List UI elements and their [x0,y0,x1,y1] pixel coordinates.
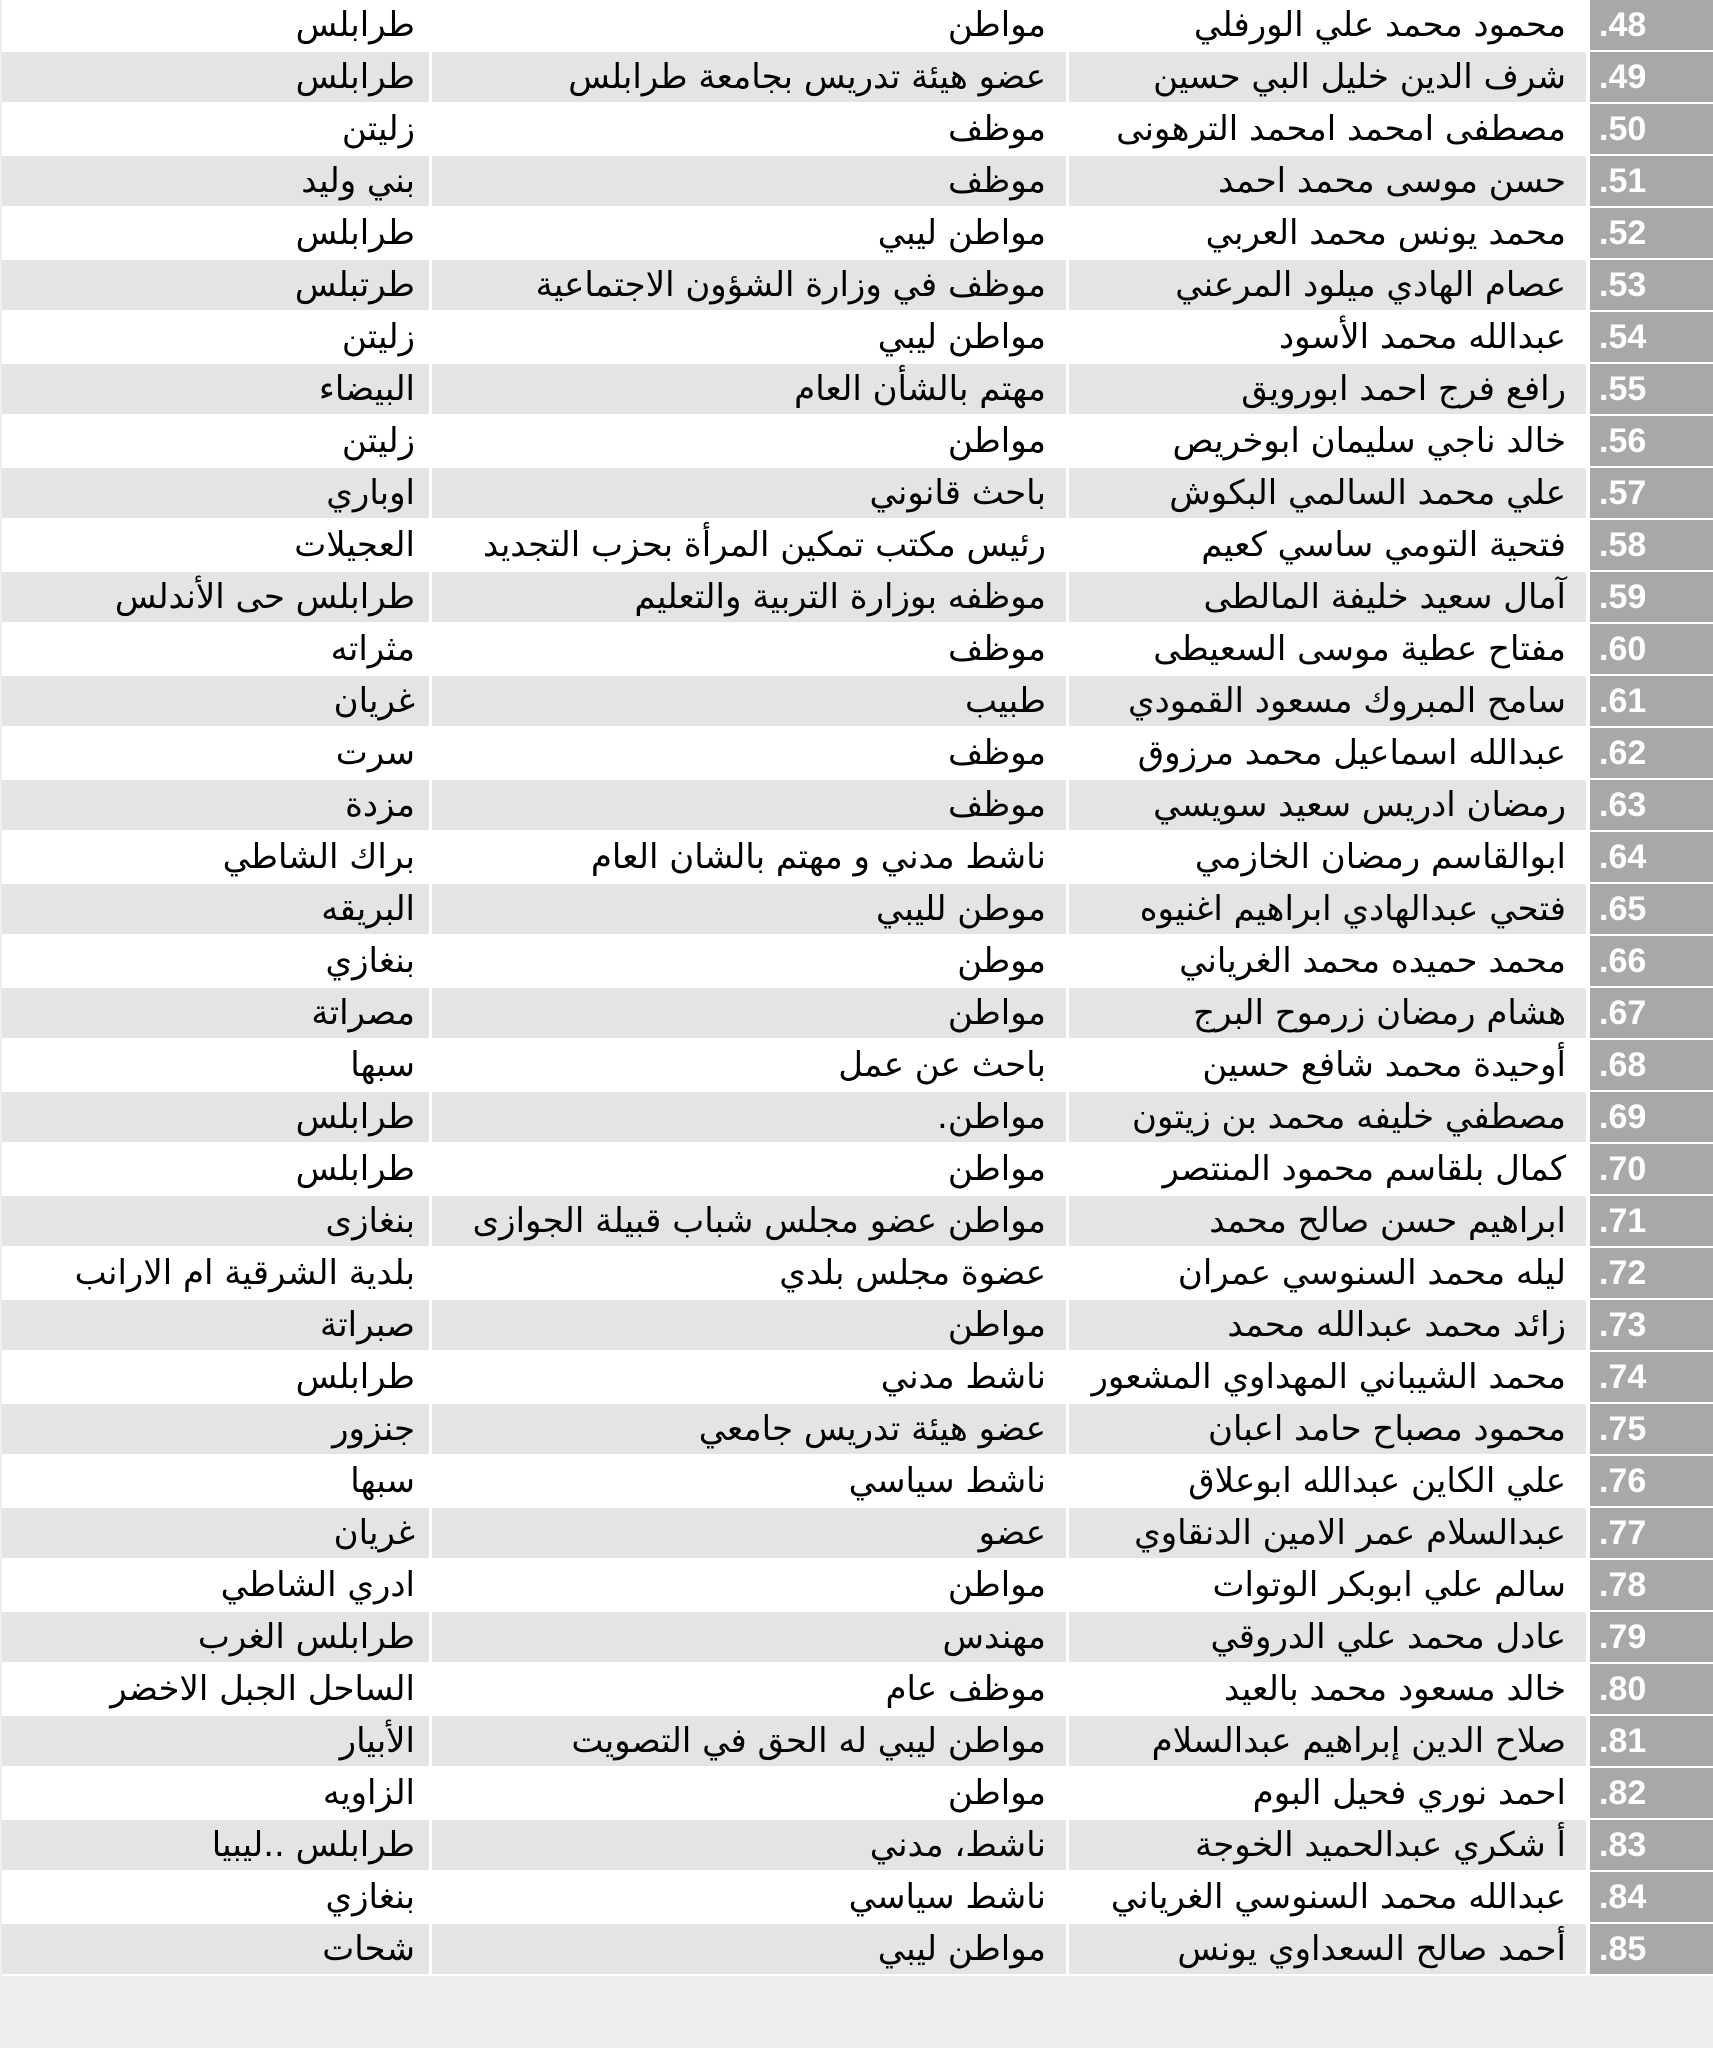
table-row [2,155,1713,207]
name-cell: ابوالقاسم رمضان الخازمي [1068,831,1589,883]
name-cell: أحمد صالح السعداوي يونس [1068,1923,1589,1975]
city-cell: غريان [2,675,431,727]
row-number-cell: .81 [1588,1715,1713,1767]
name-cell: سالم علي ابوبكر الوتوات [1068,1559,1589,1611]
names-table [2,0,1713,1976]
occupation-cell: موظف [431,779,1068,831]
city-cell: طرابلس [2,1351,431,1403]
row-number-cell: .79 [1588,1611,1713,1663]
row-number-cell: .71 [1588,1195,1713,1247]
city-cell: بنغازى [2,1195,431,1247]
name-cell: أ شكري عبدالحميد الخوجة [1068,1819,1589,1871]
row-number-cell: .68 [1588,1039,1713,1091]
row-number-cell: .50 [1588,103,1713,155]
occupation-cell: مواطن ليبي [431,1923,1068,1975]
occupation-cell: مواطن [431,1559,1068,1611]
row-number-cell: .54 [1588,311,1713,363]
row-number-cell: .53 [1588,259,1713,311]
row-number-cell: .82 [1588,1767,1713,1819]
name-cell: كمال بلقاسم محمود المنتصر [1068,1143,1589,1195]
city-cell: بلدية الشرقية ام الارانب [2,1247,431,1299]
occupation-cell: طبيب [431,675,1068,727]
table-row [2,1195,1713,1247]
table-row [2,311,1713,363]
city-cell: سبها [2,1455,431,1507]
name-cell: سامح المبروك مسعود القمودي [1068,675,1589,727]
name-cell: عصام الهادي ميلود المرعني [1068,259,1589,311]
city-cell: طرابلس [2,51,431,103]
row-number-cell: .57 [1588,467,1713,519]
name-cell: هشام رمضان زرموح البرج [1068,987,1589,1039]
name-cell: محمد الشيباني المهداوي المشعور [1068,1351,1589,1403]
row-number-cell: .78 [1588,1559,1713,1611]
name-cell: صلاح الدين إبراهيم عبدالسلام [1068,1715,1589,1767]
table-row [2,1039,1713,1091]
occupation-cell: مواطن [431,1299,1068,1351]
occupation-cell: مواطن [431,987,1068,1039]
name-cell: مصطفي خليفه محمد بن زيتون [1068,1091,1589,1143]
table-row [2,259,1713,311]
name-cell: عبدالسلام عمر الامين الدنقاوي [1068,1507,1589,1559]
name-cell: مفتاح عطية موسى السعيطى [1068,623,1589,675]
name-cell: محمد يونس محمد العربي [1068,207,1589,259]
table-row [2,1767,1713,1819]
occupation-cell: مهتم بالشأن العام [431,363,1068,415]
city-cell: طرابلس [2,0,431,51]
occupation-cell: عضو [431,1507,1068,1559]
name-cell: زائد محمد عبدالله محمد [1068,1299,1589,1351]
occupation-cell: ناشط سياسي [431,1455,1068,1507]
table-row [2,103,1713,155]
table-row [2,987,1713,1039]
row-number-cell: .51 [1588,155,1713,207]
city-cell: سرت [2,727,431,779]
occupation-cell: مواطن ليبي [431,207,1068,259]
name-cell: محمود مصباح حامد اعبان [1068,1403,1589,1455]
table-row [2,831,1713,883]
city-cell: مثراته [2,623,431,675]
names-table-body [2,0,1713,1975]
row-number-cell: .55 [1588,363,1713,415]
city-cell: اوباري [2,467,431,519]
city-cell: العجيلات [2,519,431,571]
occupation-cell: رئيس مكتب تمكين المرأة بحزب التجديد [431,519,1068,571]
city-cell: الزاويه [2,1767,431,1819]
table-row [2,207,1713,259]
table-row [2,519,1713,571]
city-cell: زليتن [2,415,431,467]
occupation-cell: موطن لليبي [431,883,1068,935]
city-cell: مزدة [2,779,431,831]
occupation-cell: ناشط مدني و مهتم بالشان العام [431,831,1068,883]
city-cell: زليتن [2,311,431,363]
row-number-cell: .76 [1588,1455,1713,1507]
table-row [2,1559,1713,1611]
row-number-cell: .52 [1588,207,1713,259]
table-row [2,1247,1713,1299]
table-row [2,51,1713,103]
name-cell: عادل محمد علي الدروقي [1068,1611,1589,1663]
row-number-cell: .63 [1588,779,1713,831]
row-number-cell: .64 [1588,831,1713,883]
city-cell: ادري الشاطي [2,1559,431,1611]
city-cell: سبها [2,1039,431,1091]
table-row [2,363,1713,415]
occupation-cell: مواطن ليبي له الحق في التصويت [431,1715,1068,1767]
occupation-cell: مواطن ليبي [431,311,1068,363]
name-cell: حسن موسى محمد احمد [1068,155,1589,207]
row-number-cell: .56 [1588,415,1713,467]
row-number-cell: .58 [1588,519,1713,571]
row-number-cell: .65 [1588,883,1713,935]
table-row [2,1507,1713,1559]
city-cell: طرابلس ..ليبيا [2,1819,431,1871]
name-cell: ابراهيم حسن صالح محمد [1068,1195,1589,1247]
occupation-cell: مواطن [431,1767,1068,1819]
table-row [2,1091,1713,1143]
row-number-cell: .66 [1588,935,1713,987]
city-cell: الأبيار [2,1715,431,1767]
row-number-cell: .70 [1588,1143,1713,1195]
occupation-cell: موظف عام [431,1663,1068,1715]
city-cell: طرابلس الغرب [2,1611,431,1663]
city-cell: بنغازي [2,935,431,987]
occupation-cell: ناشط، مدني [431,1819,1068,1871]
name-cell: شرف الدين خليل البي حسين [1068,51,1589,103]
table-row [2,571,1713,623]
name-cell: عبدالله محمد السنوسي الغرياني [1068,1871,1589,1923]
table-row [2,1611,1713,1663]
city-cell: جنزور [2,1403,431,1455]
name-cell: عبدالله محمد الأسود [1068,311,1589,363]
row-number-cell: .84 [1588,1871,1713,1923]
occupation-cell: مواطن [431,0,1068,51]
name-cell: مصطفى امحمد امحمد الترهونى [1068,103,1589,155]
row-number-cell: .59 [1588,571,1713,623]
name-cell: رافع فرج احمد ابورويق [1068,363,1589,415]
occupation-cell: عضو هيئة تدريس بجامعة طرابلس [431,51,1068,103]
city-cell: بني وليد [2,155,431,207]
name-cell: عبدالله اسماعيل محمد مرزوق [1068,727,1589,779]
name-cell: علي الكاين عبدالله ابوعلاق [1068,1455,1589,1507]
city-cell: شحات [2,1923,431,1975]
city-cell: طرتبلس [2,259,431,311]
row-number-cell: .48 [1588,0,1713,51]
name-cell: خالد ناجي سليمان ابوخريص [1068,415,1589,467]
occupation-cell: موظف [431,155,1068,207]
city-cell: الساحل الجبل الاخضر [2,1663,431,1715]
occupation-cell: مواطن [431,415,1068,467]
table-row [2,1299,1713,1351]
occupation-cell: باحث قانوني [431,467,1068,519]
row-number-cell: .80 [1588,1663,1713,1715]
occupation-cell: مهندس [431,1611,1068,1663]
table-row [2,1819,1713,1871]
occupation-cell: ناشط سياسي [431,1871,1068,1923]
table-row [2,467,1713,519]
row-number-cell: .49 [1588,51,1713,103]
table-row [2,1871,1713,1923]
table-row [2,415,1713,467]
occupation-cell: مواطن. [431,1091,1068,1143]
city-cell: غريان [2,1507,431,1559]
name-cell: فتحي عبدالهادي ابراهيم اغنيوه [1068,883,1589,935]
occupation-cell: موظف في وزارة الشؤون الاجتماعية [431,259,1068,311]
row-number-cell: .61 [1588,675,1713,727]
row-number-cell: .62 [1588,727,1713,779]
table-row [2,1663,1713,1715]
occupation-cell: موظفه بوزارة التربية والتعليم [431,571,1068,623]
name-cell: احمد نوري فحيل البوم [1068,1767,1589,1819]
name-cell: محمد حميده محمد الغرياني [1068,935,1589,987]
table-row [2,675,1713,727]
name-cell: خالد مسعود محمد بالعيد [1068,1663,1589,1715]
row-number-cell: .77 [1588,1507,1713,1559]
row-number-cell: .67 [1588,987,1713,1039]
table-row [2,623,1713,675]
name-cell: ليله محمد السنوسي عمران [1068,1247,1589,1299]
occupation-cell: عضو هيئة تدريس جامعي [431,1403,1068,1455]
name-cell: محمود محمد علي الورفلي [1068,0,1589,51]
city-cell: البريقه [2,883,431,935]
table-row [2,727,1713,779]
occupation-cell: مواطن [431,1143,1068,1195]
name-cell: فتحية التومي ساسي كعيم [1068,519,1589,571]
table-row [2,883,1713,935]
city-cell: براك الشاطي [2,831,431,883]
occupation-cell: موظف [431,103,1068,155]
name-cell: أوحيدة محمد شافع حسين [1068,1039,1589,1091]
table-row [2,1143,1713,1195]
city-cell: بنغازي [2,1871,431,1923]
occupation-cell: عضوة مجلس بلدي [431,1247,1068,1299]
city-cell: طرابلس [2,1143,431,1195]
city-cell: طرابلس [2,1091,431,1143]
occupation-cell: باحث عن عمل [431,1039,1068,1091]
city-cell: طرابلس [2,207,431,259]
table-row [2,1715,1713,1767]
name-cell: رمضان ادريس سعيد سويسي [1068,779,1589,831]
name-cell: علي محمد السالمي البكوش [1068,467,1589,519]
city-cell: البيضاء [2,363,431,415]
row-number-cell: .72 [1588,1247,1713,1299]
table-row [2,1403,1713,1455]
row-number-cell: .75 [1588,1403,1713,1455]
row-number-cell: .60 [1588,623,1713,675]
row-number-cell: .69 [1588,1091,1713,1143]
city-cell: زليتن [2,103,431,155]
table-row [2,1351,1713,1403]
row-number-cell: .85 [1588,1923,1713,1975]
table-row [2,779,1713,831]
occupation-cell: موطن [431,935,1068,987]
row-number-cell: .73 [1588,1299,1713,1351]
occupation-cell: موظف [431,727,1068,779]
table-row [2,0,1713,51]
occupation-cell: موظف [431,623,1068,675]
occupation-cell: ناشط مدني [431,1351,1068,1403]
row-number-cell: .83 [1588,1819,1713,1871]
row-number-cell: .74 [1588,1351,1713,1403]
table-row [2,1455,1713,1507]
table-row [2,1923,1713,1975]
city-cell: صبراتة [2,1299,431,1351]
city-cell: طرابلس حى الأندلس [2,571,431,623]
city-cell: مصراتة [2,987,431,1039]
table-row [2,935,1713,987]
occupation-cell: مواطن عضو مجلس شباب قبيلة الجوازى [431,1195,1068,1247]
name-cell: آمال سعيد خليفة المالطى [1068,571,1589,623]
